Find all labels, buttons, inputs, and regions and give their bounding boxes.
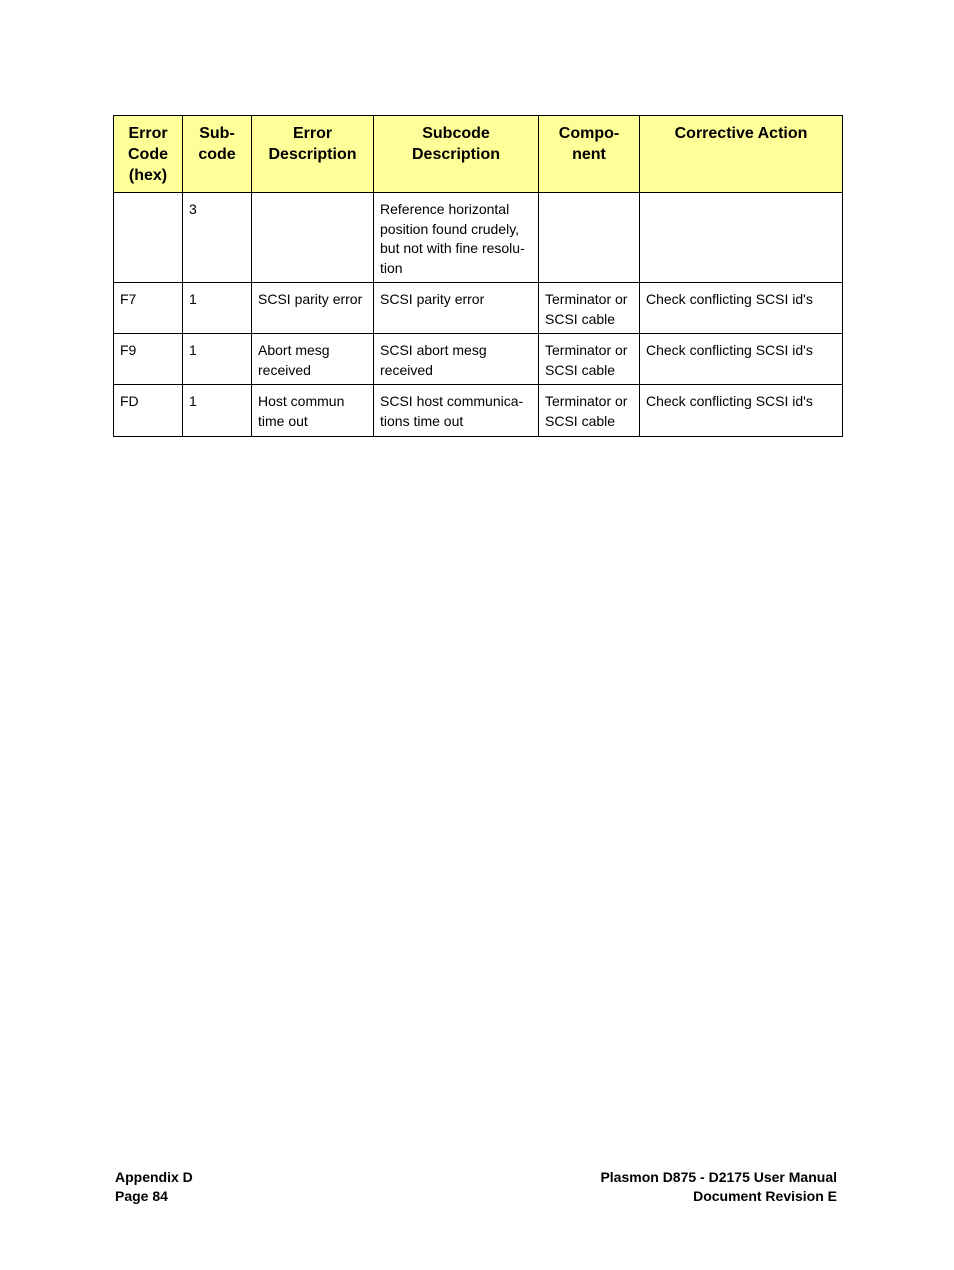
cell-error-code: F7 [114,283,183,334]
footer-appendix: Appendix D [115,1169,193,1185]
cell-error-description: Host commun time out [252,385,374,437]
cell-component: Terminator or SCSI cable [539,385,640,437]
cell-subcode-description [374,193,539,283]
header-component [539,116,640,193]
cell-sub-code: 3 [183,193,252,283]
table-row [114,193,843,283]
cell-component [539,193,640,283]
cell-component: Terminator or SCSI cable [539,334,640,385]
cell-error-code: FD [114,385,183,437]
header-error-code [114,116,183,193]
cell-error-description: Abort mesg received [252,334,374,385]
header-error-description [252,116,374,193]
cell-sub-code: 1 [183,334,252,385]
cell-error-description: SCSI parity error [252,283,374,334]
cell-sub-code: 1 [183,283,252,334]
footer-revision: Document Revision E [693,1188,837,1204]
cell-subcode-description: SCSI host communica-tions time out [374,385,539,437]
header-sub-code [183,116,252,193]
table-row [114,334,843,385]
table-row [114,283,843,334]
cell-subcode-description-line: position found crudely, [380,220,520,237]
cell-subcode-description-line: but not with fine resolu- [380,240,525,256]
cell-corrective-action: Check conflicting SCSI id's [640,283,843,334]
cell-subcode-description: SCSI parity error [374,283,539,334]
cell-subcode-description-line: tion [380,259,403,276]
error-code-table [113,115,843,437]
cell-corrective-action [640,193,843,283]
cell-corrective-action: Check conflicting SCSI id's [640,334,843,385]
cell-subcode-description: SCSI abort mesg received [374,334,539,385]
header-error-code-line: Code [128,146,168,163]
header-error-code-line: (hex) [128,167,168,184]
cell-error-code [114,193,183,283]
table-header-row [114,116,843,193]
header-subcode-description [374,116,539,193]
cell-corrective-action: Check conflicting SCSI id's [640,385,843,437]
table-row [114,385,843,437]
cell-component: Terminator or SCSI cable [539,283,640,334]
header-subcode-description-line: Subcode [422,125,490,142]
footer-right [600,1168,837,1206]
header-error-code-line: Error [128,125,168,142]
header-corrective-action-line: Corrective Action [674,125,808,142]
cell-sub-code: 1 [183,385,252,437]
header-sub-code-line: code [198,146,236,163]
header-corrective-action [640,116,843,193]
header-component-line: Compo- [558,125,620,142]
footer-left [115,1168,193,1206]
cell-subcode-description-line: Reference horizontal [380,201,510,217]
header-subcode-description-line: Description [411,146,500,163]
header-sub-code-line: Sub- [199,125,235,142]
footer-page-number: Page 84 [115,1188,168,1204]
cell-error-code: F9 [114,334,183,385]
header-error-description-line: Error [292,125,333,142]
footer-manual-title: Plasmon D875 - D2175 User Manual [600,1169,837,1185]
header-component-line: nent [572,146,606,163]
cell-error-description [252,193,374,283]
header-error-description-line: Description [268,146,357,163]
